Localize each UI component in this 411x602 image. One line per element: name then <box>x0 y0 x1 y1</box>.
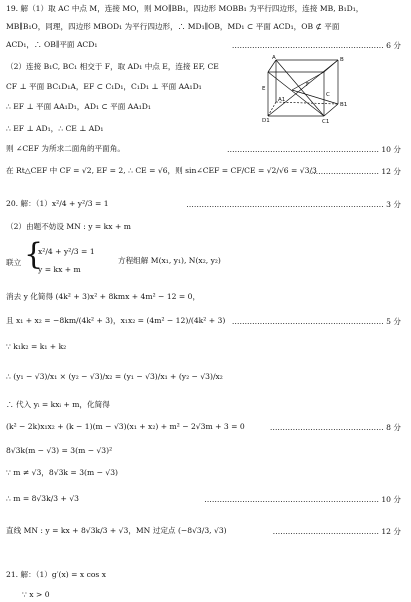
fig-label-A: A <box>272 55 276 61</box>
q19-line-9: 在 Rt△CEF 中 CF = √2, EF = 2, ∴ CE = √6，则 sin∠CEF = CF/CE = √2/√6 = √3/3 <box>6 166 317 175</box>
q20-system-tail: 方程组解 M(x₁, y₁), N(x₂, y₂) <box>118 256 221 265</box>
fig-label-D1: D1 <box>262 118 270 124</box>
q20-line-2: （2）由题不妨设 MN : y = kx + m <box>6 222 131 231</box>
q20-score-10: …………………………………………………………… 10 分 <box>204 495 401 504</box>
q20-line-7: ∴ 代入 yᵢ = kxᵢ + m，化简得 <box>6 400 110 409</box>
q21-line-2: ∵ x > 0 <box>22 590 50 599</box>
q20-system-label: 联立 <box>6 258 22 267</box>
fig-label-B: B <box>340 57 344 63</box>
q19-line-2: MB∥B₁O，同理，四边形 MBOD₁ 为平行四边形，∴ MD₁∥OB，MD₁ ⊂ 平面 ACD₁，OB ⊄ 平面 <box>6 22 340 31</box>
q20-line-9: 8√3k(m − √3) = 3(m − √3)² <box>6 446 113 455</box>
q20-line-12: 直线 MN : y = kx + 8√3k/3 + √3，MN 过定点 (−8√3/3, √3) <box>6 526 227 535</box>
q19-line-6: ∴ EF ⊥ 平面 AA₁D₁，AD₁ ⊂ 平面 AA₁D₁ <box>6 102 151 111</box>
fig-label-C1: C1 <box>322 119 330 124</box>
fig-label-C: C <box>326 92 330 98</box>
q20-system-eq1: x²/4 + y²/3 = 1 <box>38 247 95 256</box>
fig-label-E: E <box>262 86 266 92</box>
q20-score-8: ……………………………………… 8 分 <box>269 423 401 432</box>
fig-label-F: F <box>306 82 310 88</box>
q20-score-3: …………………………………………………………………… 3 分 <box>186 200 401 209</box>
q20-line-1: 20. 解：（1）x²/4 + y²/3 = 1 <box>6 199 109 208</box>
fig-label-B1: B1 <box>340 102 348 108</box>
q21-line-1: 21. 解：（1）g′(x) = x cos x <box>6 570 106 579</box>
q20-line-10: ∵ m ≠ √3，8√3k = 3(m − √3) <box>6 468 119 477</box>
q20-line-3: 消去 y 化简得 (4k² + 3)x² + 8kmx + 4m² − 12 = 0， <box>6 292 201 301</box>
fig-label-A1: A1 <box>278 97 286 103</box>
q20-line-4: 且 x₁ + x₂ = −8km/(4k² + 3)，x₁x₂ = (4m² − 12)/(4k² + 3) <box>6 316 226 325</box>
q20-line-8: (k² − 2k)x₁x₂ + (k − 1)(m − √3)(x₁ + x₂) + m² − 2√3m + 3 = 0 <box>6 422 245 431</box>
q19-score-6: …………………………………………………… 6 分 <box>231 41 401 50</box>
q20-line-6: ∴ (y₁ − √3)/x₁ × (y₂ − √3)/x₂ = (y₁ − √3)/x₁ + (y₂ − √3)/x₂ <box>6 372 223 381</box>
q20-score-5: …………………………………………………… 5 分 <box>231 317 401 326</box>
q19-line-4: （2）连接 B₁C, BC₁ 相交于 F，取 AD₁ 中点 E，连接 EF, CE <box>6 62 219 71</box>
q19-score-10: …………………………………………………… 10 分 <box>227 145 401 154</box>
q20-system-brace: { <box>24 237 44 272</box>
q19-line-8: 则 ∠CEF 为所求二面角的平面角。 <box>6 144 125 153</box>
q19-line-1: 19. 解（1）取 AC 中点 M，连接 MO，则 MO∥BB₁，四边形 MOBB₁ 为平行四边形，连接 MB, B₁D₁， <box>6 4 364 13</box>
q19-line-5: CF ⊥ 平面 BC₁D₁A，EF ⊂ C₁D₁，C₁D₁ ⊥ 平面 AA₁D₁ <box>6 82 202 91</box>
q19-line-3: ACD₁，∴ OB∥平面 ACD₁ <box>6 40 98 49</box>
q19-score-12: ……………………… 12 分 <box>310 167 401 176</box>
q20-system-eq2: y = kx + m <box>38 265 81 274</box>
q19-line-7: ∴ EF ⊥ AD₁，∴ CE ⊥ AD₁ <box>6 124 104 133</box>
q20-line-11: ∴ m = 8√3k/3 + √3 <box>6 494 79 503</box>
q20-line-5: ∵ k₁k₂ = k₁ + k₂ <box>6 342 67 351</box>
q20-score-12: …………………………………… 12 分 <box>272 527 401 536</box>
cube-diagram <box>262 52 354 124</box>
